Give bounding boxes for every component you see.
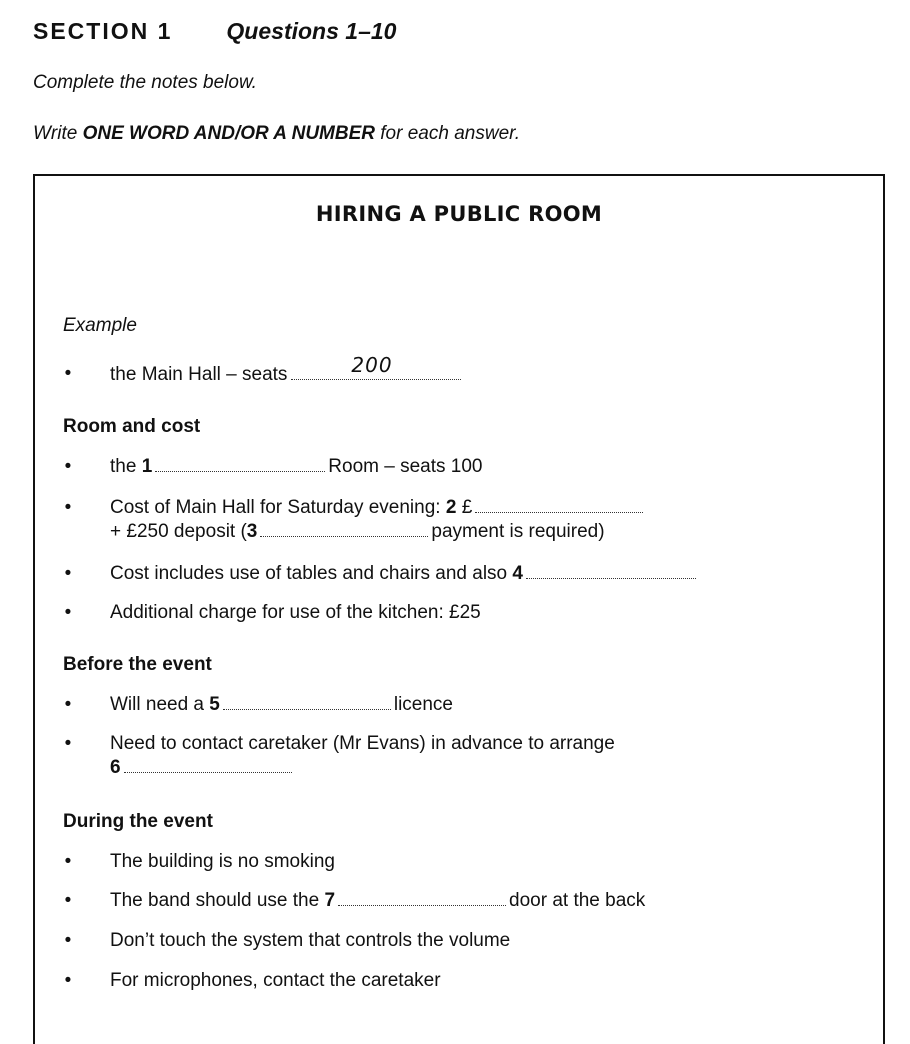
answer-blank-3[interactable] bbox=[260, 522, 428, 537]
heading-before-event: Before the event bbox=[63, 654, 212, 675]
question-number-4: 4 bbox=[512, 563, 523, 584]
answer-blank-7[interactable] bbox=[338, 891, 506, 906]
question-number-7: 7 bbox=[324, 890, 336, 911]
bullet-icon: • bbox=[64, 890, 72, 911]
section-header bbox=[33, 16, 396, 46]
bullet-icon: • bbox=[64, 363, 72, 384]
answer-blank-6[interactable] bbox=[124, 758, 292, 773]
notes-title: HIRING A PUBLIC ROOM bbox=[315, 202, 603, 226]
question-number-2: 2 bbox=[445, 497, 457, 518]
bullet-icon: • bbox=[64, 456, 72, 477]
heading-during-event: During the event bbox=[63, 811, 213, 832]
bullet-icon: • bbox=[64, 733, 72, 754]
question-number-5: 5 bbox=[209, 694, 220, 715]
instruction-complete-notes: Complete the notes below. bbox=[33, 72, 257, 93]
example-answer-blank bbox=[291, 353, 461, 380]
section-label: SECTION 1 bbox=[33, 18, 173, 44]
example-label: Example bbox=[63, 315, 137, 336]
notes-box: HIRING A PUBLIC ROOM Example • the Main Hall – seats 200 Room and cost • the 1 Room – seats 100 • Cost of Main Hall for Saturday evening: 2 £ + £250 deposit (3 payment is required) • Cost includes use of tables and chairs and also 4 • Additional charge for use of the kitchen: £25 Before the event • Will need a 5 licence • Need to contact caretaker (Mr Evans) in advance to arrange 6 During the event • The building is no smoking • The band should use the 7 door at the back • Don’t touch the system that controls the volume • For microphones, contact the caretaker bbox=[33, 174, 885, 1044]
bullet-icon: • bbox=[64, 851, 72, 872]
answer-blank-5[interactable] bbox=[223, 695, 391, 710]
bullet-icon: • bbox=[64, 602, 72, 623]
answer-blank-4[interactable] bbox=[526, 564, 696, 579]
bullet-icon: • bbox=[64, 970, 72, 991]
answer-blank-1[interactable] bbox=[155, 457, 325, 472]
question-number-6: 6 bbox=[110, 757, 121, 778]
example-answer: 200 bbox=[351, 353, 393, 377]
bullet-icon: • bbox=[64, 694, 72, 715]
bullet-icon: • bbox=[64, 563, 72, 584]
question-number-3: 3 bbox=[246, 521, 258, 542]
bullet-icon: • bbox=[64, 497, 72, 518]
questions-range: Questions 1–10 bbox=[226, 18, 397, 44]
answer-blank-2[interactable] bbox=[475, 498, 643, 513]
word-limit-emphasis: ONE WORD AND/OR A NUMBER bbox=[82, 123, 375, 144]
heading-room-and-cost: Room and cost bbox=[63, 416, 201, 437]
instruction-word-limit: Write ONE WORD AND/OR A NUMBER for each answer. bbox=[33, 123, 521, 144]
bullet-icon: • bbox=[64, 930, 72, 951]
question-number-1: 1 bbox=[141, 456, 153, 477]
